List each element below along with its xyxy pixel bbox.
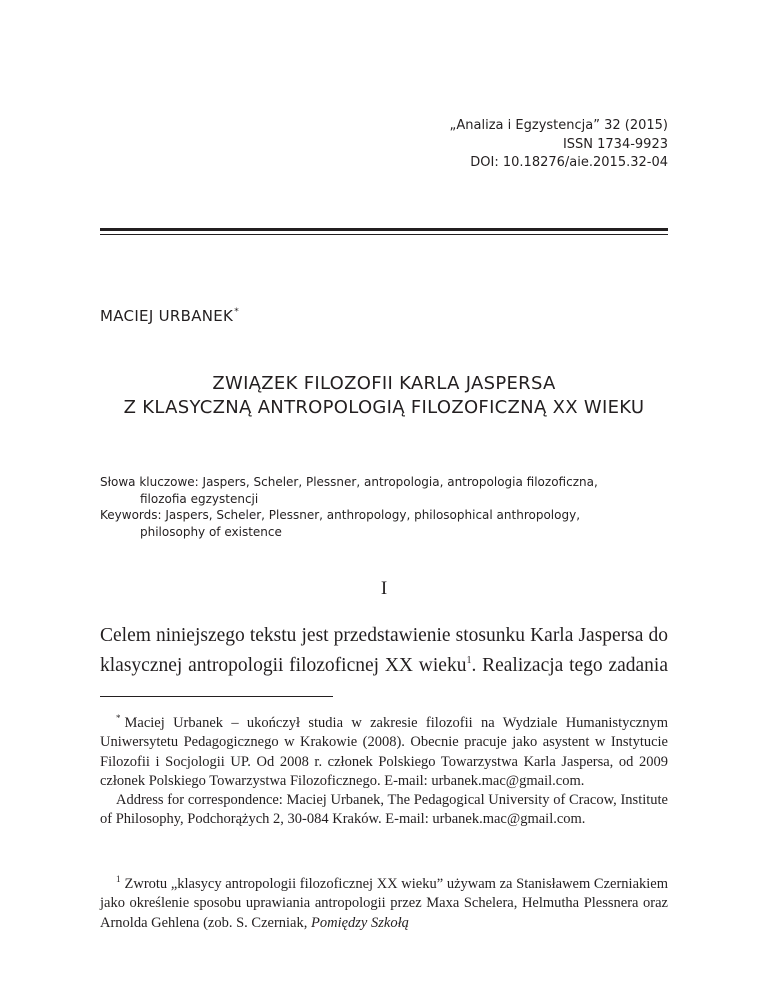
footnote-1-text: Zwrotu „klasycy antropologii filozoficznej XX wieku” używam za Stanisławem Czerniakiem jako określenie sposobu uprawiania antropologii przez Maxa Schelera, Helmutha Plessnera oraz Arnolda Gehlena (zob. S. Czerniak,	[100, 876, 668, 931]
author-name	[100, 307, 239, 325]
author-text: MACIEJ URBANEK	[100, 307, 234, 325]
journal-doi: DOI: 10.18276/aie.2015.32-04	[470, 155, 668, 170]
footnote-author	[100, 709, 668, 830]
keywords-english-line-2: philosophy of existence	[140, 524, 282, 539]
footnote-1-italic-title: Pomiędzy Szkołą	[311, 914, 409, 931]
header-rule-thick	[100, 228, 668, 231]
journal-issn: ISSN 1734-9923	[562, 136, 668, 152]
keywords-polish-line-2: filozofia egzystencji	[140, 491, 259, 506]
author-footnote-mark: *	[234, 307, 240, 317]
keywords-english	[100, 507, 668, 540]
article-title	[100, 372, 668, 420]
footnote-author-text: Maciej Urbanek – ukończył studia w zakresie filozofii na Wydziale Humanistycznym Uniwersytetu Pedagogicznego w Krakowie (2008). Obecnie pracuje jako asystent w Instytucie Filozofii i Socjologii UP. Od 2008 r. członek Polskiego Towarzystwa Karla Jaspersa, od 2009 członek Polskiego Towarzystwa Filozoficznego. E-mail: urbanek.mac@gmail.com.	[100, 715, 668, 789]
keywords-polish-line-1: Słowa kluczowe: Jaspers, Scheler, Plessner, antropologia, antropologia filozoficzna,	[100, 475, 598, 489]
title-line-2: Z KLASYCZNĄ ANTROPOLOGIĄ FILOZOFICZNĄ XX WIEKU	[123, 397, 645, 418]
footnote-1-paragraph	[100, 870, 668, 933]
footnote-1	[100, 870, 668, 933]
title-line-1: ZWIĄZEK FILOZOFII KARLA JASPERSA	[212, 373, 556, 394]
journal-citation: „Analiza i Egzystencja” 32 (2015)	[449, 118, 668, 133]
header-rule-thin	[100, 234, 668, 235]
keywords-english-line-1: Keywords: Jaspers, Scheler, Plessner, anthropology, philosophical anthropology,	[100, 508, 581, 522]
footnote-star-mark: *	[116, 713, 121, 723]
footnote-author-bio	[100, 709, 668, 791]
footnote-1-mark: 1	[116, 874, 121, 884]
body-paragraph	[100, 623, 668, 678]
footnote-author-address: Address for correspondence: Maciej Urbanek, The Pedagogical University of Cracow, Institute of Philosophy, Podchorążych 2, 30-084 Kraków. E-mail: urbanek.mac@gmail.com.	[100, 792, 668, 828]
body-line-2	[100, 648, 668, 678]
footnote-separator	[100, 696, 333, 697]
keywords-polish	[100, 474, 668, 507]
body-line-2-text-b: . Realizacja tego zadania	[471, 655, 668, 676]
journal-header	[449, 117, 668, 173]
section-numeral: I	[380, 578, 388, 599]
body-line-1: Celem niniejszego tekstu jest przedstawienie stosunku Karla Jaspersa do	[100, 625, 668, 646]
footnote-ref-1[interactable]: 1	[466, 655, 472, 666]
body-line-2-text-a: klasycznej antropologii filozoficnej XX wieku	[100, 655, 467, 676]
